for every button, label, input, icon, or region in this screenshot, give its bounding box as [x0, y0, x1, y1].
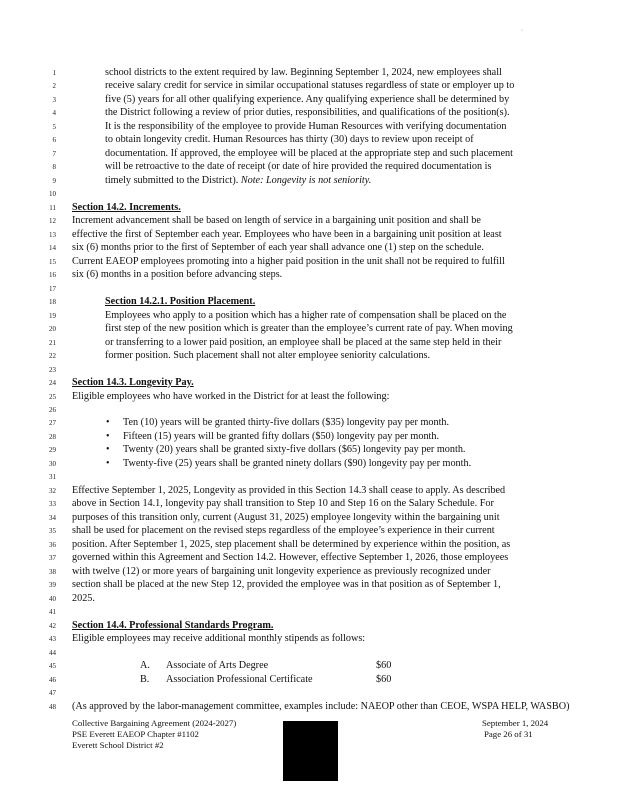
line-number: 2: [52, 82, 56, 91]
text-run: position. After September 1, 2025, step placement shall be determined by experience within the position, as: [72, 538, 511, 550]
line-number: 10: [49, 190, 56, 199]
body-text: [105, 93, 509, 107]
line-17: [0, 282, 60, 296]
footer-agreement: Collective Bargaining Agreement (2024-2027): [72, 718, 237, 728]
text-run: to obtain longevity credit. Human Resources has thirty (30) days to review upon receipt of: [105, 134, 474, 146]
body-text: [72, 551, 508, 565]
section-heading: Section 14.3. Longevity Pay.: [72, 377, 194, 389]
text-run: section shall be placed at the new Step 12, provided the employee was in that position as of September 1,: [72, 579, 501, 591]
body-text: [72, 538, 510, 552]
text-run: five (5) years for all other qualifying experience. Any qualifying experience shall be determined by: [105, 93, 510, 105]
corner-mark: ·: [521, 28, 523, 34]
body-text: [72, 390, 389, 404]
line-35: [0, 524, 495, 538]
line-26: [0, 403, 60, 417]
text-run: effective the first of September each year. Employees who have been in a bargaining unit position at least: [72, 228, 502, 240]
text-run: six (6) months in a position before advancing steps.: [72, 269, 283, 281]
line-11: [0, 201, 181, 215]
line-8: [0, 160, 492, 174]
italic-note: Note: Longevity is not seniority.: [240, 174, 372, 186]
text-run: governed within this Agreement and Section 14.2. However, effective September 1, 2026, those employees: [72, 552, 509, 564]
line-15: [0, 255, 505, 269]
line-20: [0, 322, 513, 336]
line-43: [0, 632, 366, 646]
text-run: will be retroactive to the date of receipt (or date of hire provided the required documentation is: [105, 161, 492, 173]
line-number: 5: [52, 122, 56, 131]
line-number: 21: [49, 338, 56, 347]
line-number: 45: [49, 662, 56, 671]
line-41: [0, 605, 60, 619]
line-number: 24: [49, 379, 56, 388]
body-text: [105, 133, 474, 147]
body-text: [105, 120, 506, 134]
line-number: 34: [49, 513, 56, 522]
body-text: [105, 174, 371, 188]
line-number: 7: [52, 149, 56, 158]
line-number: 44: [49, 648, 56, 657]
line-number: 25: [49, 392, 56, 401]
line-number: 47: [49, 689, 56, 698]
line-number: 31: [49, 473, 56, 482]
line-42: [0, 619, 274, 633]
text-run: Eligible employees who have worked in the District for at least the following:: [72, 390, 390, 402]
line-30: [0, 457, 472, 471]
stipend-b-amount: $60: [376, 674, 392, 685]
line-number: 41: [49, 608, 56, 617]
redaction-block: [283, 721, 338, 781]
line-33: [0, 497, 494, 511]
line-number: 29: [49, 446, 56, 455]
text-run: timely submitted to the District).: [105, 174, 239, 186]
body-text: [105, 160, 491, 174]
bullet-text: Twenty-five (25) years shall be granted ninety dollars ($90) longevity pay per month.: [123, 457, 472, 469]
line-number: 40: [49, 594, 56, 603]
line-5: [0, 120, 507, 134]
text-run: Employees who apply to a position which has a higher rate of compensation shall be placed on the: [105, 309, 507, 321]
line-25: [0, 390, 390, 404]
line-13: [0, 228, 502, 242]
line-number: 1: [52, 69, 56, 77]
text-run: first step of the new position which is greater than the employee’s current rate of pay. When moving: [105, 323, 513, 335]
line-number: 3: [52, 95, 56, 104]
line-47: [0, 686, 60, 700]
line-number: 20: [49, 325, 56, 334]
line-number: 4: [52, 109, 56, 118]
text-run: purposes of this transition only, current (August 31, 2025) employee longevity within the bargaining unit: [72, 511, 500, 523]
bullet-text: Fifteen (15) years will be granted fifty dollars ($50) longevity pay per month.: [123, 430, 440, 442]
text-run: school districts to the extent required by law. Beginning September 1, 2024, new employees shall: [105, 67, 502, 78]
stipend-a-letter: A.: [140, 660, 150, 671]
line-1: [0, 66, 502, 80]
bullet-text: Twenty (20) years shall be granted sixty-five dollars ($65) longevity pay per month.: [123, 444, 466, 456]
footer-district: Everett School District #2: [72, 740, 164, 750]
line-19: [0, 309, 507, 323]
line-number: 16: [49, 271, 56, 280]
line-46: [0, 673, 60, 687]
line-6: [0, 133, 474, 147]
line-2: [0, 79, 515, 93]
section-heading: Section 14.4. Professional Standards Program.: [72, 619, 274, 631]
line-4: [0, 106, 510, 120]
bullet-icon: •: [106, 457, 110, 469]
text-run: above in Section 14.1, longevity pay shall transition to Step 10 and Step 16 on the Salary Schedule. For: [72, 498, 494, 510]
line-9: [0, 174, 372, 188]
line-28: [0, 430, 440, 444]
line-number: 18: [49, 298, 56, 307]
line-38: [0, 565, 491, 579]
body-text: [72, 524, 495, 538]
body-text: [72, 241, 484, 255]
line-number: 33: [49, 500, 56, 509]
line-40: [0, 592, 95, 606]
text-run: Increment advancement shall be based on length of service in a bargaining unit position and shall be: [72, 215, 481, 227]
line-number: 35: [49, 527, 56, 536]
line-3: [0, 93, 510, 107]
text-run: Effective September 1, 2025, Longevity as provided in this Section 14.3 shall cease to apply. As described: [72, 484, 506, 496]
line-16: [0, 268, 283, 282]
line-32: [0, 484, 506, 498]
line-39: [0, 578, 501, 592]
line-48: [0, 700, 570, 714]
body-text: [72, 255, 505, 269]
text-run: or transferring to a lower paid position, an employee shall be placed at the same step held in their: [105, 336, 502, 348]
line-number: 6: [52, 136, 56, 145]
line-number: 28: [49, 432, 56, 441]
section-heading: Section 14.2.1. Position Placement.: [105, 296, 256, 308]
line-number: 27: [49, 419, 56, 428]
footer-date: September 1, 2024: [482, 718, 549, 728]
line-number: 38: [49, 567, 56, 576]
line-number: 32: [49, 486, 56, 495]
line-number: 48: [49, 702, 56, 711]
section-heading: Section 14.2. Increments.: [72, 201, 181, 213]
stipend-a-name: Associate of Arts Degree: [166, 660, 269, 671]
text-run: (As approved by the labor-management committee, examples include: NAEOP other than CEOE, WSPA HELP, WASBO): [72, 700, 570, 712]
bullet-icon: •: [106, 444, 110, 456]
bullet-text: Ten (10) years will be granted thirty-five dollars ($35) longevity pay per month.: [123, 417, 450, 429]
body-text: [105, 349, 430, 363]
text-run: with twelve (12) or more years of bargaining unit longevity experience as previously recognized under: [72, 565, 491, 577]
bullet-icon: •: [106, 430, 110, 442]
text-run: shall be used for placement on the revised steps regardless of the employee’s experience in their current: [72, 525, 495, 537]
body-text: [72, 565, 491, 579]
text-run: It is the responsibility of the employee to provide Human Resources with verifying documentation: [105, 120, 507, 132]
text-run: Current EAEOP employees promoting into a higher paid position in the unit shall not be required to fulfill: [72, 255, 505, 267]
line-14: [0, 241, 484, 255]
text-run: 2025.: [72, 592, 95, 604]
line-34: [0, 511, 500, 525]
body-text: [72, 484, 505, 498]
text-run: former position. Such placement shall not alter employee seniority calculations.: [105, 350, 431, 362]
line-number: 8: [52, 163, 56, 172]
line-number: 19: [49, 311, 56, 320]
stipend-b-name: Association Professional Certificate: [166, 674, 313, 685]
line-27: [0, 416, 450, 430]
line-number: 13: [49, 230, 56, 239]
line-number: 23: [49, 365, 56, 374]
bullet-icon: •: [106, 417, 110, 429]
line-23: [0, 363, 60, 377]
text-run: six (6) months prior to the first of September of each year shall advance one (1) step on the schedule.: [72, 242, 484, 254]
line-21: [0, 336, 502, 350]
line-7: [0, 147, 513, 161]
line-number: 36: [49, 540, 56, 549]
line-24: [0, 376, 194, 390]
line-22: [0, 349, 431, 363]
text-run: the District following a review of prior duties, responsibilities, and qualifications of the position(s).: [105, 107, 510, 119]
line-number: 14: [49, 244, 56, 253]
text-run: receive salary credit for service in similar occupational statuses regardless of state or employer up to: [105, 80, 515, 92]
body-text: [105, 66, 502, 80]
body-text: [105, 336, 501, 350]
body-text: [105, 106, 510, 120]
line-number: 15: [49, 257, 56, 266]
line-number: 30: [49, 459, 56, 468]
line-45: [0, 659, 60, 673]
line-number: 43: [49, 635, 56, 644]
line-10: [0, 187, 60, 201]
line-29: [0, 443, 466, 457]
line-number: 26: [49, 406, 56, 414]
body-text: [72, 511, 500, 525]
footer-page-number: Page 26 of 31: [484, 729, 533, 739]
body-text: [72, 592, 95, 606]
body-text: [105, 79, 514, 93]
line-number: 22: [49, 352, 56, 361]
line-number: 11: [49, 203, 56, 212]
line-36: [0, 538, 511, 552]
stipend-a-amount: $60: [376, 660, 392, 671]
body-text: [72, 497, 494, 511]
stipend-b-letter: B.: [140, 674, 150, 685]
line-12: [0, 214, 481, 228]
body-text: [72, 228, 502, 242]
text-run: documentation. If approved, the employee will be placed at the appropriate step and such placement: [105, 147, 513, 159]
body-text: [72, 268, 282, 282]
line-44: [0, 646, 60, 660]
body-text: [105, 322, 513, 336]
line-number: 12: [49, 217, 56, 226]
body-text: [72, 632, 365, 646]
body-text: [105, 147, 513, 161]
body-text: [72, 700, 569, 714]
body-text: [72, 578, 501, 592]
line-number: 9: [52, 176, 56, 185]
line-number: 39: [49, 581, 56, 590]
line-37: [0, 551, 509, 565]
body-text: [72, 214, 481, 228]
line-number: 17: [49, 284, 56, 293]
line-18: [0, 295, 256, 309]
line-number: 37: [49, 554, 56, 563]
body-text: [105, 309, 506, 323]
line-number: 46: [49, 675, 56, 684]
line-number: 42: [49, 621, 56, 630]
footer-chapter: PSE Everett EAEOP Chapter #1102: [72, 729, 199, 739]
line-31: [0, 470, 60, 484]
text-run: Eligible employees may receive additional monthly stipends as follows:: [72, 633, 366, 645]
